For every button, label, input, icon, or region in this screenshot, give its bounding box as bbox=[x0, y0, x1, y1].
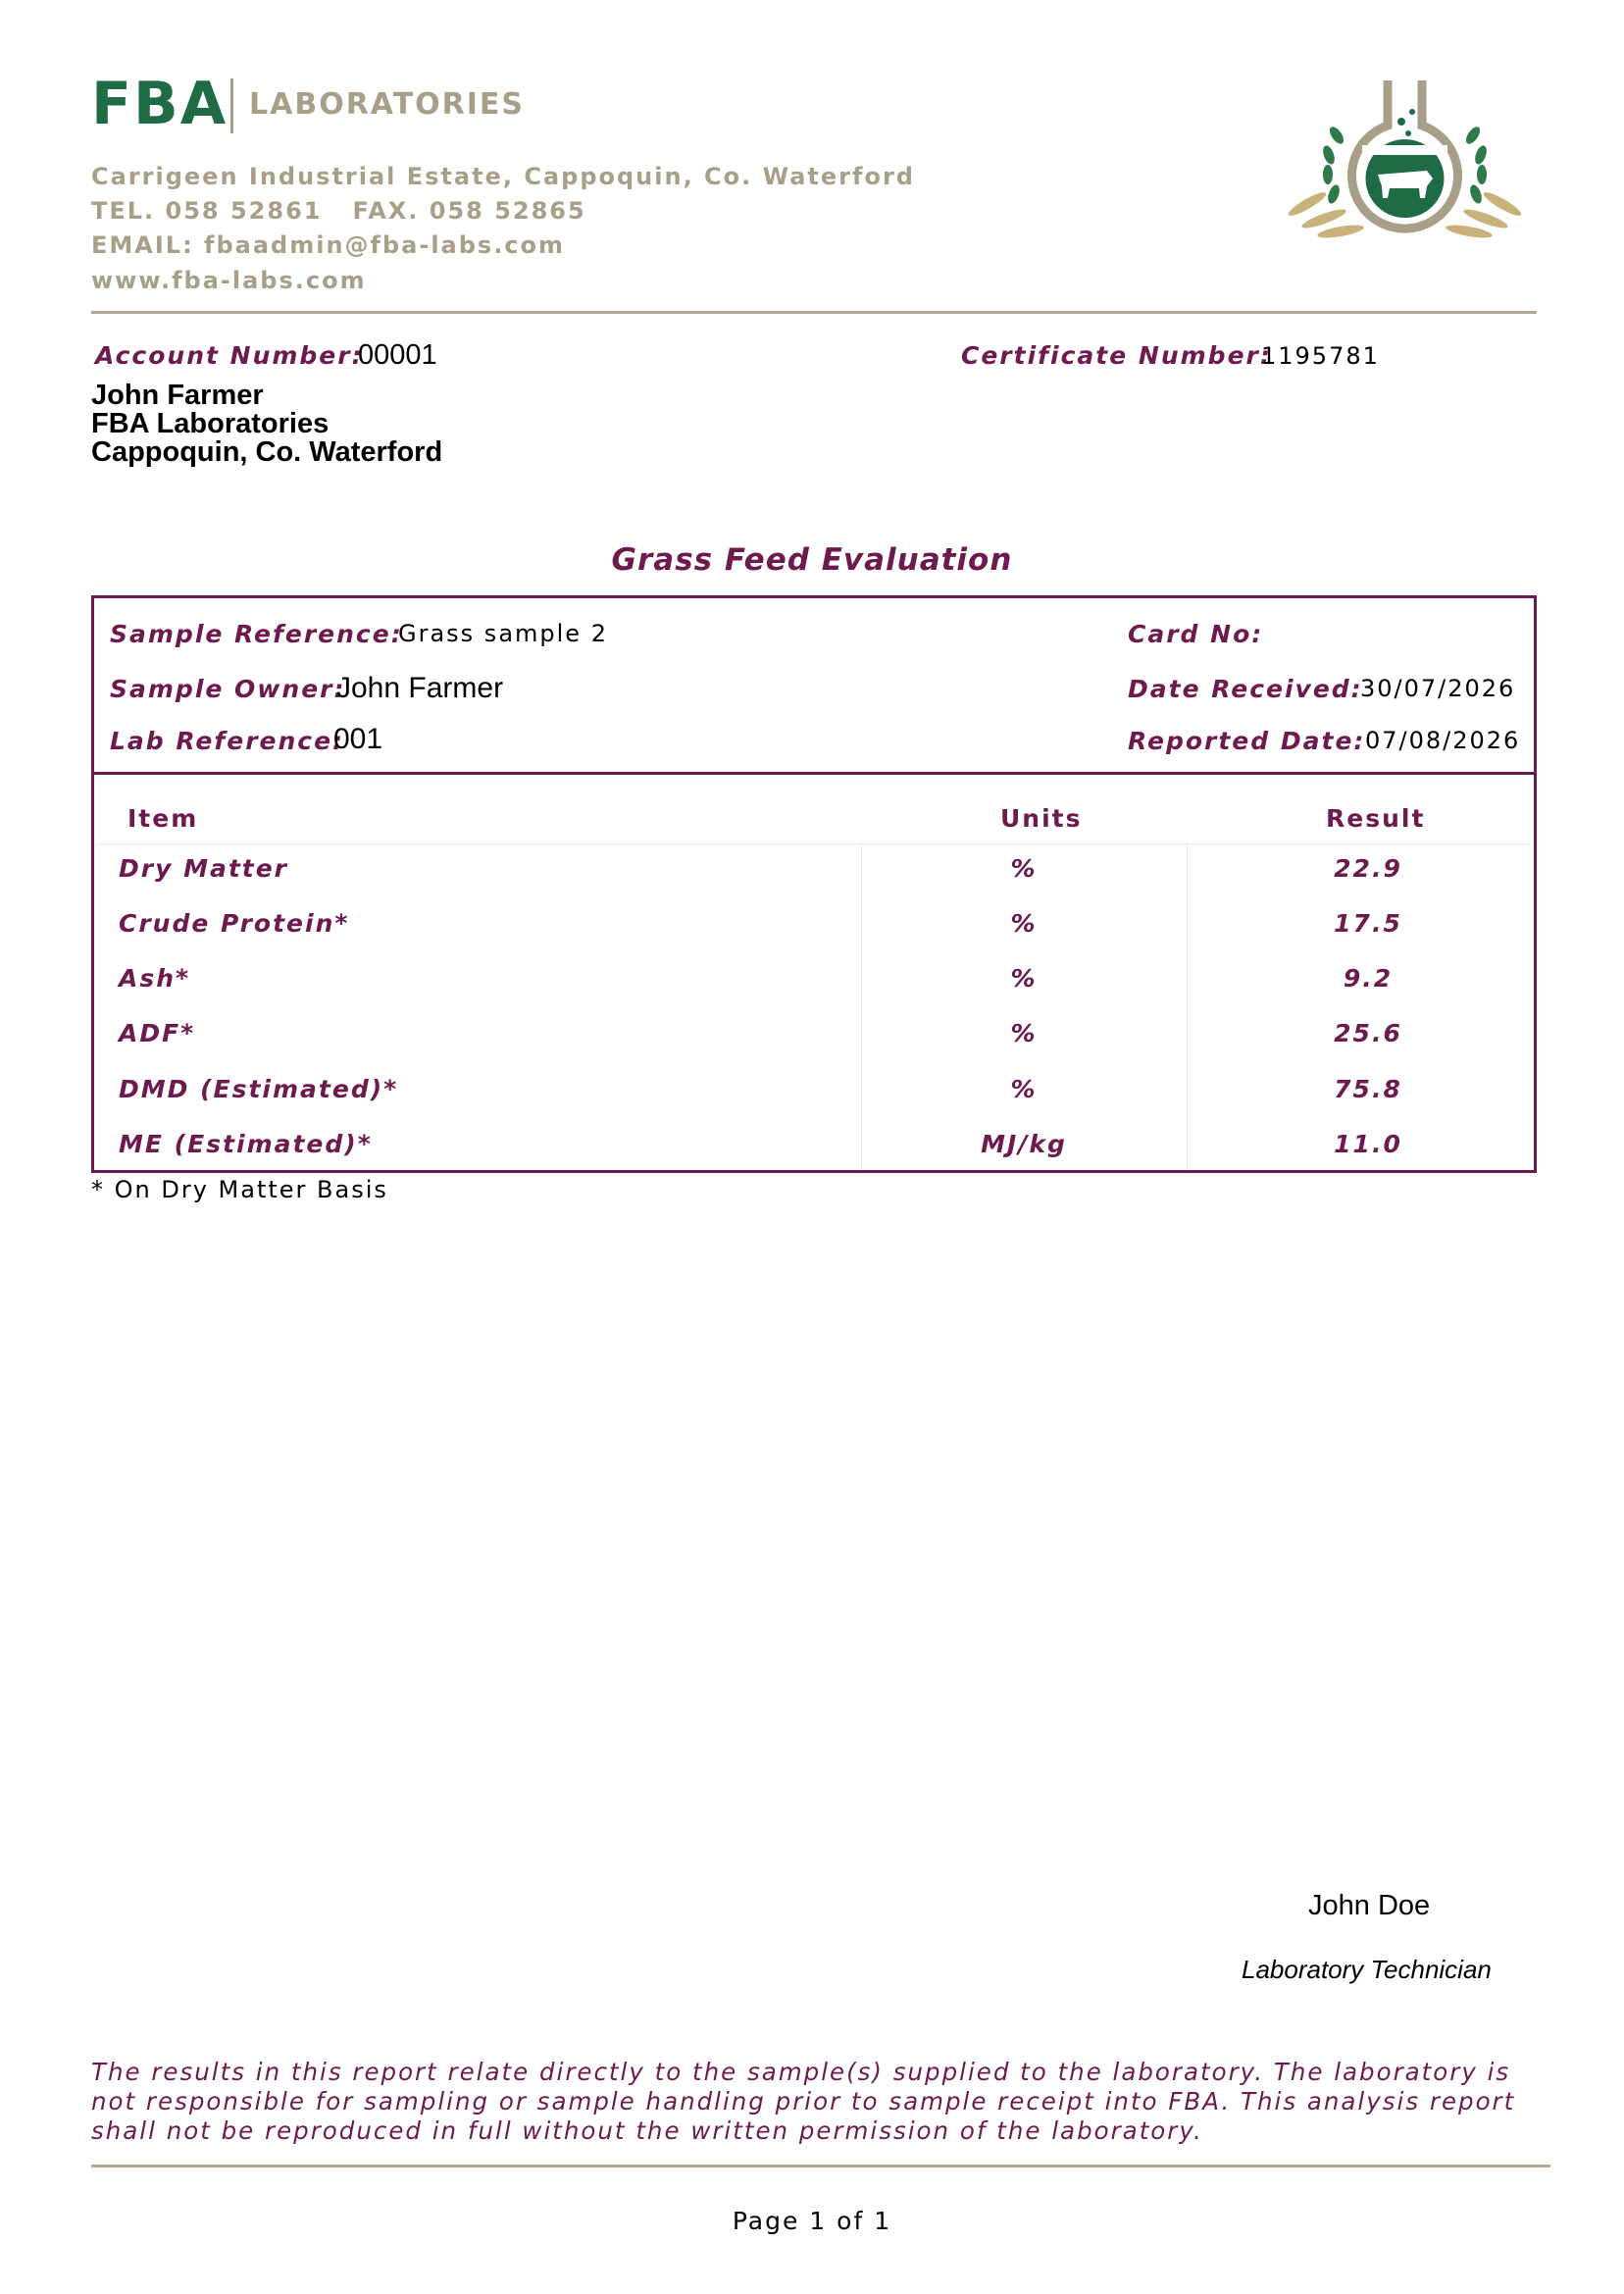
header-rule bbox=[91, 311, 1537, 314]
signatory-title: Laboratory Technician bbox=[1242, 1955, 1492, 1984]
header-row-line bbox=[98, 843, 1530, 844]
sample-owner-value: John Farmer bbox=[336, 672, 504, 704]
reported-date-label: Reported Date: bbox=[1128, 727, 1366, 755]
page-number: Page 1 of 1 bbox=[732, 2207, 892, 2235]
result-item: Ash* bbox=[119, 964, 191, 993]
result-units: % bbox=[1010, 1019, 1038, 1047]
date-received-label: Date Received: bbox=[1128, 675, 1363, 703]
column-header-units: Units bbox=[1000, 804, 1083, 833]
lab-reference-value: 001 bbox=[333, 723, 383, 755]
units-column-line bbox=[861, 843, 862, 1170]
result-value: 75.8 bbox=[1334, 1075, 1402, 1103]
result-value: 11.0 bbox=[1334, 1130, 1402, 1158]
dry-matter-footnote: * On Dry Matter Basis bbox=[91, 1176, 388, 1203]
result-item: ADF* bbox=[119, 1019, 196, 1047]
column-header-item: Item bbox=[127, 804, 199, 833]
result-value: 25.6 bbox=[1334, 1019, 1402, 1047]
footer-rule bbox=[91, 2165, 1550, 2167]
result-units: % bbox=[1010, 1075, 1038, 1103]
result-value: 17.5 bbox=[1334, 909, 1402, 938]
flask-cow-wheat-seal-icon bbox=[1280, 76, 1530, 258]
client-name: John Farmer bbox=[91, 380, 264, 411]
lab-reference-label: Lab Reference: bbox=[110, 727, 345, 755]
report-title: Grass Feed Evaluation bbox=[611, 542, 1013, 578]
date-received-value: 30/07/2026 bbox=[1360, 675, 1516, 702]
result-column-line bbox=[1187, 843, 1188, 1170]
result-units: MJ/kg bbox=[981, 1130, 1067, 1158]
logo-laboratories: LABORATORIES bbox=[249, 87, 526, 122]
result-value: 22.9 bbox=[1334, 854, 1402, 883]
logo-divider bbox=[230, 78, 233, 133]
lab-website: www.fba-labs.com bbox=[91, 267, 367, 294]
signatory-name: John Doe bbox=[1308, 1890, 1431, 1921]
result-item: ME (Estimated)* bbox=[119, 1130, 373, 1158]
result-units: % bbox=[1010, 964, 1038, 993]
card-no-label: Card No: bbox=[1128, 620, 1264, 648]
lab-email: EMAIL: fbaadmin@fba-labs.com bbox=[91, 231, 566, 259]
client-location: Cappoquin, Co. Waterford bbox=[91, 436, 443, 468]
logo-fba: FBA bbox=[91, 70, 228, 138]
result-item: Dry Matter bbox=[119, 854, 289, 883]
result-units: % bbox=[1010, 909, 1038, 938]
sample-reference-label: Sample Reference: bbox=[110, 620, 403, 648]
client-company: FBA Laboratories bbox=[91, 408, 330, 439]
sample-reference-value: Grass sample 2 bbox=[398, 620, 608, 647]
reported-date-value: 07/08/2026 bbox=[1365, 727, 1521, 754]
account-number-value: 00001 bbox=[358, 339, 437, 371]
disclaimer: The results in this report relate directly to the sample(s) supplied to the laboratory. The laboratory is not responsible for sampling or sample handling prior to sample receipt into FBA. This analysis report shall not be reproduced in full without the written permission of the laboratory. bbox=[91, 2058, 1516, 2145]
result-units: % bbox=[1010, 854, 1038, 883]
lab-address: Carrigeen Industrial Estate, Cappoquin, Co. Waterford bbox=[91, 163, 915, 190]
result-item: DMD (Estimated)* bbox=[119, 1075, 399, 1103]
sample-owner-label: Sample Owner: bbox=[110, 675, 346, 703]
certificate-number-label: Certificate Number: bbox=[961, 341, 1272, 370]
result-item: Crude Protein* bbox=[119, 909, 350, 938]
certificate-number-value: 1195781 bbox=[1261, 342, 1380, 370]
column-header-result: Result bbox=[1326, 804, 1426, 833]
account-number-label: Account Number: bbox=[95, 341, 364, 370]
lab-phone-fax: TEL. 058 52861 FAX. 058 52865 bbox=[91, 197, 586, 225]
box-divider bbox=[91, 772, 1537, 775]
result-value: 9.2 bbox=[1343, 964, 1394, 993]
